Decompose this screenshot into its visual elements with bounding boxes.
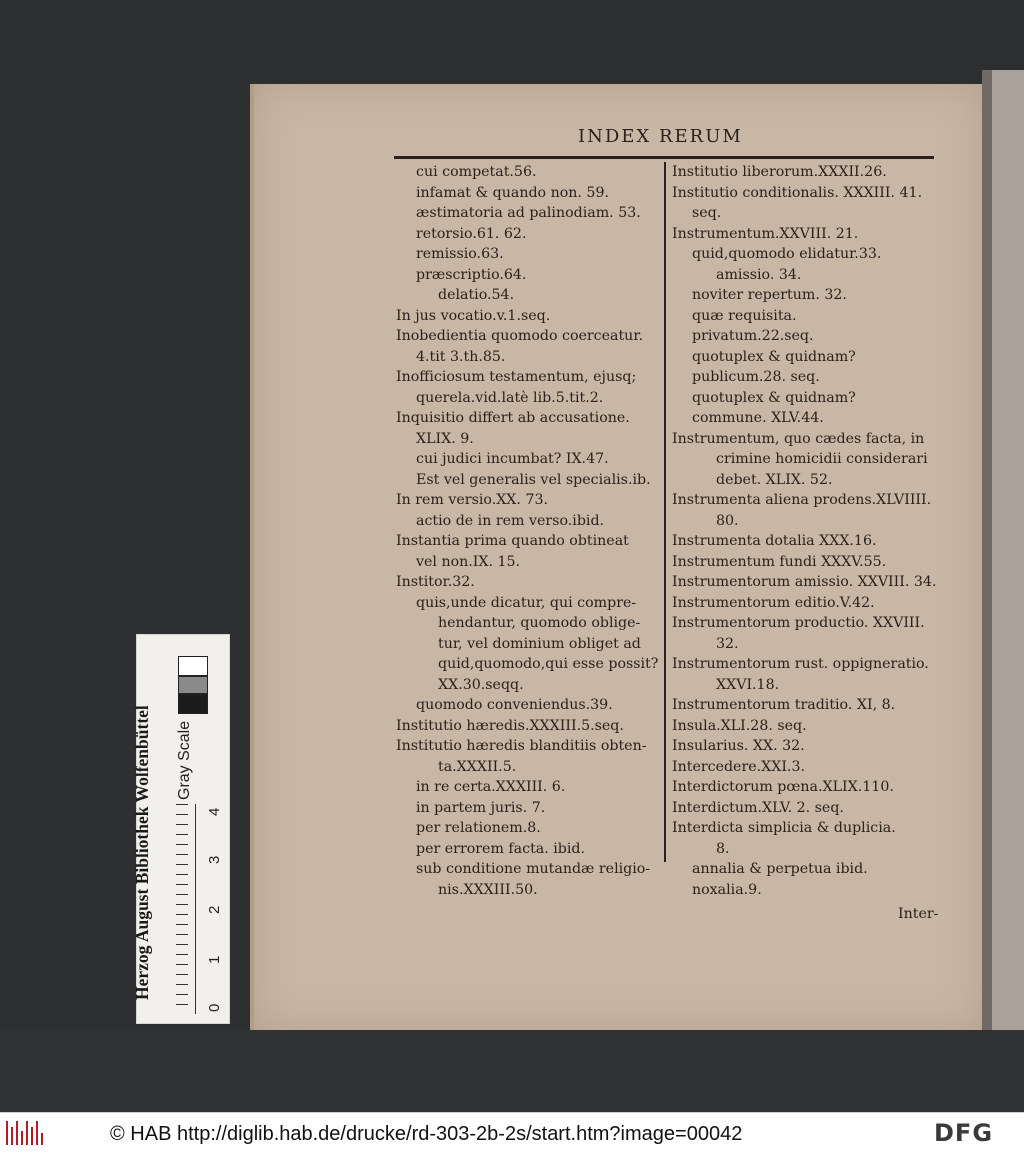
gray-swatch-mid xyxy=(178,676,208,694)
copyright-url[interactable]: © HAB http://diglib.hab.de/drucke/rd-303-2b-2s/start.htm?image=00042 xyxy=(110,1123,743,1145)
index-entry: quid,quomodo elidatur.33. xyxy=(692,246,882,262)
ruler-number: 0 xyxy=(206,1003,223,1012)
index-entry: Instrumenta aliena prodens.XLVIIII. xyxy=(672,492,932,508)
ruler-ticks xyxy=(176,804,196,1014)
index-entry: remissio.63. xyxy=(416,246,504,262)
index-entry: Inobedientia quomodo coerceatur. xyxy=(396,328,644,344)
index-entry: æstimatoria ad palinodiam. 53. xyxy=(416,205,641,221)
index-entry: quomodo conveniendus.39. xyxy=(416,697,613,713)
running-head: INDEX RERUM xyxy=(578,126,743,147)
index-entry: noxalia.9. xyxy=(692,881,762,898)
index-entry: amissio. 34. xyxy=(716,266,802,283)
ruler-number: 1 xyxy=(206,955,223,964)
ruler-number: 4 xyxy=(206,807,223,816)
index-entry: seq. xyxy=(692,205,722,221)
scan-backdrop-bottom xyxy=(0,1030,1024,1112)
index-entry: in re certa.XXXIII. 6. xyxy=(416,779,566,795)
index-entry: Inquisitio differt ab accusatione. xyxy=(396,410,630,426)
index-entry: cui judici incumbat? IX.47. xyxy=(416,451,609,467)
index-entry: Intercedere.XXI.3. xyxy=(672,758,805,775)
index-entry: 32. xyxy=(716,635,739,652)
index-entry: annalia & perpetua ibid. xyxy=(692,861,868,877)
index-entry: per errorem facta. ibid. xyxy=(416,840,585,857)
index-entry: Inofficiosum testamentum, ejusq; xyxy=(396,369,637,385)
footer-bar xyxy=(0,1112,1024,1154)
index-entry: Instrumentorum amissio. XXVIII. 34. xyxy=(672,574,937,590)
index-entry: Instrumentum, quo cædes facta, in xyxy=(672,430,925,447)
index-entry: Institutio hæredis.XXXIII.5.seq. xyxy=(396,717,624,734)
index-entry: Instrumenta dotalia XXX.16. xyxy=(672,533,877,549)
index-entry: XX.30.seqq. xyxy=(438,676,524,693)
index-column-left xyxy=(396,162,666,900)
catchword: Inter- xyxy=(898,906,939,922)
ruler-number: 3 xyxy=(206,855,223,864)
index-entry: quotuplex & quidnam? xyxy=(692,389,856,406)
index-entry: Instrumentum.XXVIII. 21. xyxy=(672,225,859,242)
index-entry: querela.vid.latè lib.5.tit.2. xyxy=(416,389,604,406)
index-entry: commune. XLV.44. xyxy=(692,410,824,426)
gray-scale-label: Gray Scale xyxy=(176,720,193,800)
index-entry: retorsio.61. 62. xyxy=(416,225,527,242)
index-entry: 80. xyxy=(716,512,739,529)
gray-swatch-black xyxy=(178,694,208,714)
index-entry: Interdictorum pœna.XLIX.110. xyxy=(672,779,894,795)
index-entry: Instrumentorum rust. oppigneratio. xyxy=(672,656,929,672)
index-column-right xyxy=(672,162,948,900)
index-entry: 8. xyxy=(716,840,730,857)
index-entry: Insularius. XX. 32. xyxy=(672,738,805,754)
index-entry: Instrumentum fundi XXXV.55. xyxy=(672,553,887,570)
index-entry: debet. XLIX. 52. xyxy=(716,471,833,488)
index-entry: 4.tit 3.th.85. xyxy=(416,348,506,365)
dfg-logo: DFG xyxy=(934,1119,994,1147)
index-entry: delatio.54. xyxy=(438,287,515,303)
index-entry: publicum.28. seq. xyxy=(692,369,820,385)
index-entry: noviter repertum. 32. xyxy=(692,287,847,303)
index-entry: cui competat.56. xyxy=(416,164,537,180)
index-entry: Institor.32. xyxy=(396,574,475,590)
index-entry: In rem versio.XX. 73. xyxy=(396,492,548,508)
index-entry: præscriptio.64. xyxy=(416,266,527,283)
index-entry: Instantia prima quando obtineat xyxy=(396,533,629,549)
index-entry: XXVI.18. xyxy=(716,676,780,693)
index-entry: per relationem.8. xyxy=(416,820,541,836)
index-entry: quotuplex & quidnam? xyxy=(692,348,856,365)
index-entry: Est vel generalis vel specialis.ib. xyxy=(416,471,651,488)
index-entry: In jus vocatio.v.1.seq. xyxy=(396,307,551,324)
index-entry: quæ requisita. xyxy=(692,307,797,324)
index-entry: crimine homicidii considerari xyxy=(716,451,928,467)
index-entry: sub conditione mutandæ religio- xyxy=(416,861,651,877)
ruler-number: 2 xyxy=(206,905,223,914)
index-entry: tur, vel dominium obliget ad xyxy=(438,635,641,652)
index-entry: hendantur, quomodo oblige- xyxy=(438,615,641,631)
index-entry: Institutio conditionalis. XXXIII. 41. xyxy=(672,184,923,201)
index-entry: in partem juris. 7. xyxy=(416,799,546,816)
adjacent-page-gutter xyxy=(982,70,992,1030)
head-rule xyxy=(394,156,934,159)
index-entry: Insula.XLI.28. seq. xyxy=(672,717,807,734)
ruler-tick-baseline xyxy=(195,804,196,1014)
index-entry: quis,unde dicatur, qui compre- xyxy=(416,594,637,611)
index-entry: actio de in rem verso.ibid. xyxy=(416,512,605,529)
ruler-institution-label: Herzog August Bibliothek Wolfenbüttel xyxy=(132,705,152,1000)
index-entry: Instrumentorum productio. XXVIII. xyxy=(672,615,925,631)
index-entry: Interdictum.XLV. 2. seq. xyxy=(672,799,844,816)
index-entry: nis.XXXIII.50. xyxy=(438,881,538,898)
index-entry: XLIX. 9. xyxy=(416,430,474,447)
hab-logo-icon xyxy=(6,1121,46,1145)
index-entry: Interdicta simplicia & duplicia. xyxy=(672,820,896,836)
index-entry: ta.XXXII.5. xyxy=(438,758,517,775)
index-entry: privatum.22.seq. xyxy=(692,328,814,344)
gray-swatch-white xyxy=(178,656,208,676)
index-entry: Instrumentorum editio.V.42. xyxy=(672,594,875,611)
index-entry: quid,quomodo,qui esse possit? xyxy=(438,656,659,672)
index-entry: infamat & quando non. 59. xyxy=(416,184,609,201)
index-entry: vel non.IX. 15. xyxy=(416,553,521,570)
index-entry: Instrumentorum traditio. XI, 8. xyxy=(672,697,896,713)
index-entry: Institutio hæredis blanditiis obten- xyxy=(396,738,647,754)
index-entry: Institutio liberorum.XXXII.26. xyxy=(672,164,887,180)
